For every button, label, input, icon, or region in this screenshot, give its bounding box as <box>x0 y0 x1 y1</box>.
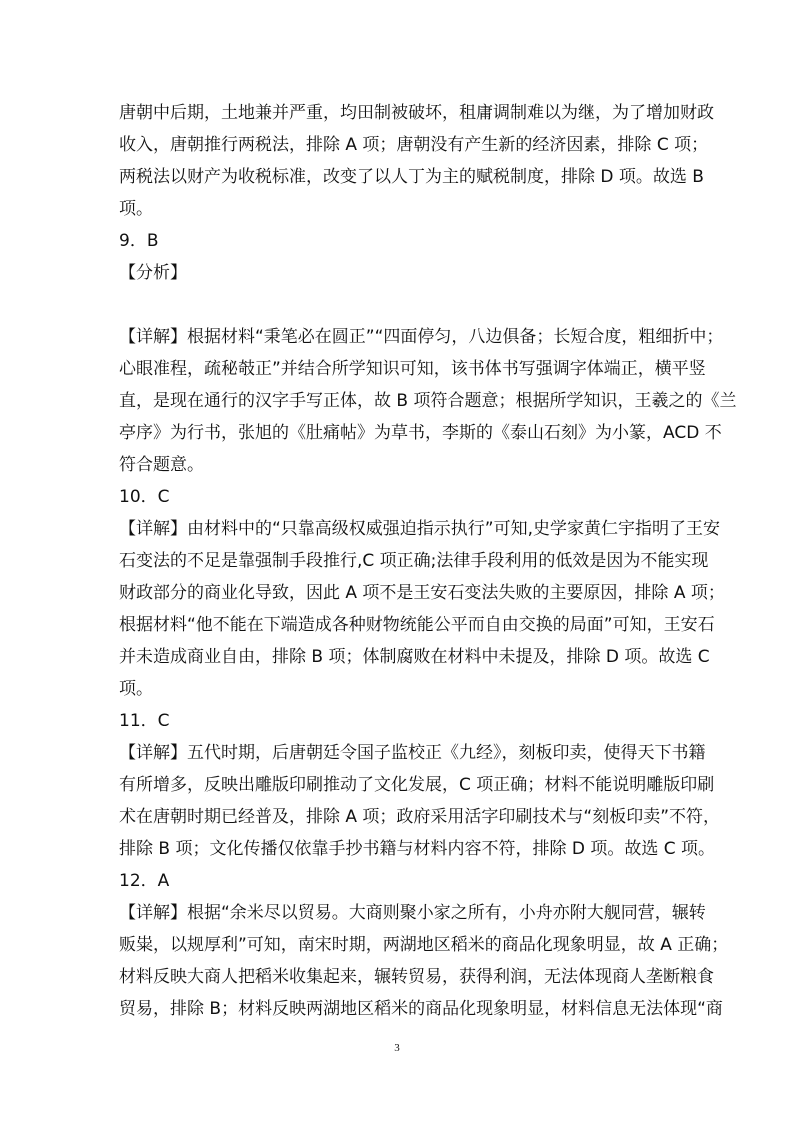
text-line: 并未造成商业自由，排除 B 项；体制腐败在材料中未提及，排除 D 项。故选 C <box>119 647 710 667</box>
answer-heading <box>119 705 679 737</box>
text-line: 亭序》为行书，张旭的《肚痛帖》为草书，李斯的《泰山石刻》为小篆，ACD 不 <box>119 423 722 443</box>
text-line: 材料反映大商人把稻米收集起来，辗转贸易，获得利润，无法体现商人垄断粮食 <box>119 967 714 987</box>
text-line: 术在唐朝时期已经普及，排除 A 项；政府采用活字印刷技术与“刻板印卖”不符， <box>119 807 721 827</box>
text-line: 【详解】根据材料“秉笔必在圆正”“四面停匀，八边俱备；长短合度，粗细折中； <box>119 327 724 347</box>
text-line: 排除 B 项；文化传播仅依靠手抄书籍与材料内容不符，排除 D 项。故选 C 项。 <box>119 839 716 859</box>
answer-heading <box>119 225 679 257</box>
text-line: 直，是现在通行的汉字手写正体，故 B 项符合题意；根据所学知识，王羲之的《兰 <box>119 391 737 411</box>
text-line: 项。 <box>119 199 153 219</box>
answer-heading <box>119 481 679 513</box>
blank-line <box>119 289 679 321</box>
paragraph <box>119 897 729 1025</box>
text-line: 【详解】根据“余米尽以贸易。大商则聚小家之所有，小舟亦附大舰同营，辗转 <box>119 903 706 923</box>
text-line: 贸易，排除 B；材料反映两湖地区稻米的商品化现象明显，材料信息无法体现“商 <box>119 999 723 1019</box>
paragraph <box>119 513 725 705</box>
text-line: 收入，唐朝推行两税法，排除 A 项；唐朝没有产生新的经济因素，排除 C 项； <box>119 135 709 155</box>
paragraph <box>119 737 721 865</box>
text-line: 【分析】 <box>119 263 187 283</box>
text-line: 财政部分的商业化导致，因此 A 项不是王安石变法失败的主要原因，排除 A 项； <box>119 583 725 603</box>
text-line: 【详解】由材料中的“只靠高级权威强迫指示执行”可知,史学家黄仁宇指明了王安 <box>119 519 721 539</box>
text-line: 10．C <box>119 487 170 507</box>
text-line: 贩粜，以规厚利”可知，南宋时期，两湖地区稻米的商品化现象明显，故 A 正确； <box>119 935 729 955</box>
text-line: 9．B <box>119 231 159 251</box>
paragraph <box>119 321 737 481</box>
text-line: 【详解】五代时期，后唐朝廷令国子监校正《九经》，刻板印卖，使得天下书籍 <box>119 743 706 763</box>
text-line: 唐朝中后期，土地兼并严重，均田制被破坏，租庸调制难以为继，为了增加财政 <box>119 103 714 123</box>
text-line: 根据材料“他不能在下端造成各种财物统能公平而自由交换的局面”可知，王安石 <box>119 615 715 635</box>
page-number: 3 <box>394 1042 400 1054</box>
text-line: 心眼准程，疏秘攲正”并结合所学知识可知，该书体书写强调字体端正，横平竖 <box>119 359 706 379</box>
text-line: 石变法的不足是靠强制手段推行,C 项正确;法律手段利用的低效是因为不能实现 <box>119 551 709 571</box>
text-line: 11．C <box>119 711 170 731</box>
answer-heading <box>119 865 679 897</box>
text-line: 有所增多，反映出雕版印刷推动了文化发展，C 项正确；材料不能说明雕版印刷 <box>119 775 715 795</box>
text-line: 项。 <box>119 679 153 699</box>
text-line: 符合题意。 <box>119 455 204 475</box>
text-line: 12．A <box>119 871 170 891</box>
document-body <box>119 97 737 1025</box>
paragraph <box>119 257 679 289</box>
paragraph <box>119 97 714 225</box>
text-line: 两税法以财产为收税标准，改变了以人丁为主的赋税制度，排除 D 项。故选 B <box>119 167 704 187</box>
